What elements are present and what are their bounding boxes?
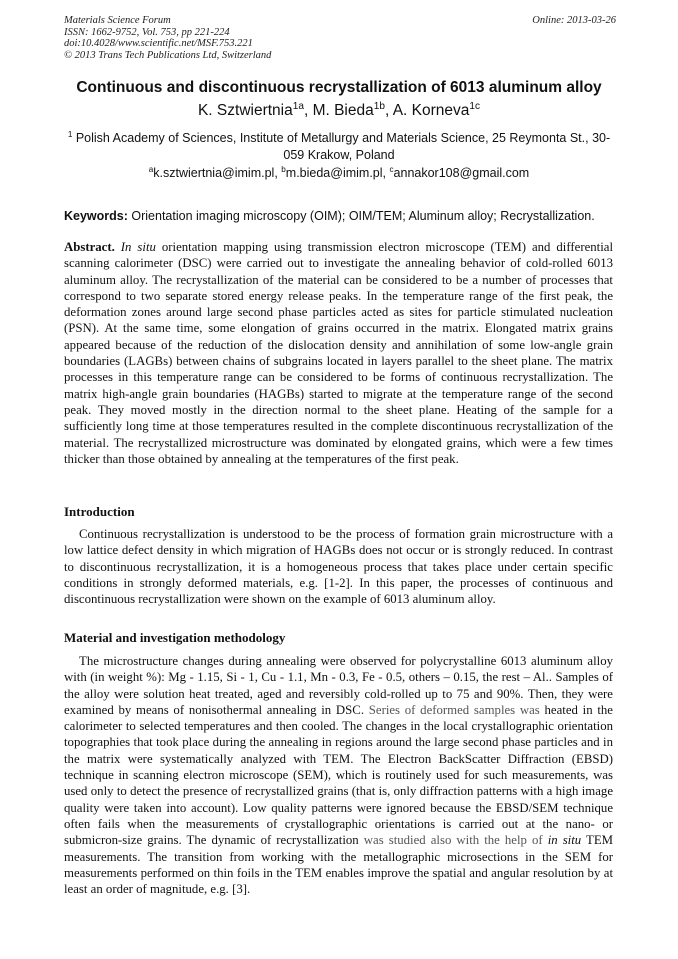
author-marker: 1a	[292, 100, 304, 112]
email-separator: ,	[382, 166, 390, 180]
methodology-highlight-2: was studied also with the help of	[363, 833, 543, 848]
journal-copyright: © 2013 Trans Tech Publications Ltd, Switzerland	[64, 49, 272, 61]
abstract	[64, 239, 613, 467]
author-name: K. Sztwiertnia	[197, 102, 293, 119]
methodology-italic: in situ	[547, 833, 582, 848]
journal-header	[64, 15, 616, 61]
author-separator: ,	[384, 102, 393, 119]
online-date: Online: 2013-03-26	[532, 15, 616, 26]
keywords	[64, 209, 624, 223]
author-name: M. Bieda	[312, 102, 374, 119]
author-marker: 1c	[469, 100, 481, 112]
email-marker: a	[148, 164, 154, 174]
affiliation-marker: 1	[67, 129, 73, 139]
author-separator: ,	[303, 102, 313, 119]
journal-doi: doi:10.4028/www.scientific.net/MSF.753.221	[64, 38, 253, 49]
journal-issn: ISSN: 1662-9752, Vol. 753, pp 221-224	[64, 26, 230, 38]
affiliation	[64, 130, 614, 164]
methodology-heading: Material and investigation methodology	[64, 630, 286, 645]
abstract-label: Abstract.	[64, 240, 115, 254]
journal-name: Materials Science Forum	[64, 15, 171, 26]
keywords-text: Orientation imaging microscopy (OIM); OIM/TEM; Aluminum alloy; Recrystallization.	[131, 209, 595, 223]
author-list	[40, 102, 638, 120]
abstract-lead-italic: In situ	[120, 240, 156, 254]
author-marker: 1b	[373, 100, 385, 112]
keywords-label: Keywords:	[64, 209, 128, 223]
methodology-text-part1: The microstructure changes during annealing were observed for polycrystalline 6013 aluminum alloy with (in weight %): Mg - 1.15, Si - 1, Cu - 1.1, Mn - 0.3, Fe - 0.5, others – 0.15, the rest – Al.. Samples of the alloy were solution heat treated, aged and reversibly cold-rolled up to 75 and 90%. Then, they were examined by means of nonisothermal annealing in DSC.	[64, 654, 613, 717]
methodology-highlight-1: Series of deformed samples was	[368, 702, 540, 717]
email-address: annakor108@gmail.com	[393, 166, 530, 180]
email-address: k.sztwiertnia@imim.pl	[153, 166, 275, 180]
email-address: m.bieda@imim.pl	[285, 166, 383, 180]
email-separator: ,	[274, 166, 282, 180]
methodology-text-part2: heated in the calorimeter to selected temperatures and then cooled. The changes in the local crystallographic orientation topographies that took place during the annealing in regions around the large second phase particles and in the matrix were systematically analyzed with TEM. The Electron BackScatter Diffraction (EBSD) technique in scanning electron microscope (SEM), which is routinely used for such measurements, was used only to detect the presence of recrystallized grains (that is, only diffraction patterns with a high image quality were taken into account). Low quality patterns were ignored because the EBSD/SEM technique often fails when the measurements of crystallographic orientations is carried out at the nano- or submicron-size grains. The dynamic of recrystallization	[64, 702, 613, 848]
paper-title: Continuous and discontinuous recrystallization of 6013 aluminum alloy	[76, 79, 602, 96]
email-marker: c	[389, 164, 394, 174]
methodology-paragraph	[64, 653, 613, 897]
abstract-text: orientation mapping using transmission electron microscope (TEM) and differential scanning calorimeter (DSC) were carried out to investigate the annealing behavior of cold-rolled 6013 aluminum alloy. The recrystallization of the material can be considered to be a number of processes that correspond to two separate stored energy release peaks. In the temperature range of the first peak, the deformation zones around large second phase particles acted as sites for particle stimulated nucleation (PSN). At the same time, some elongation of grains occurred in the matrix. Elongated matrix grains appeared because of the reduction of the dislocation density and annihilation of some low-angle grain boundaries (LAGBs) between chains of subgrains located in layers parallel to the sheet plane. The matrix processes in this temperature range can be considered to be forms of continuous recrystallization. The matrix high-angle grain boundaries (HAGBs) started to migrate at the temperature range of the second peak. They moved mostly in the direction normal to the sheet plane. Heating of the sample for a sufficiently long time at those temperatures resulted in the complete discontinuous recrystallization of the material. The recrystallized microstructure was dominated by elongated grains, which were a few times thicker than those obtained by annealing at the temperatures of the first peak.	[64, 240, 614, 466]
email-marker: b	[281, 164, 286, 174]
author-name: A. Korneva	[392, 102, 470, 119]
introduction-paragraph: Continuous recrystallization is understood to be the process of formation grain microstructure with a low lattice defect density in which migration of HAGBs does not occur or is strongly reduced. In contrast to discontinuous recrystallization, it is a homogeneous process that takes place under certain specific conditions in strongly deformed materials, e.g. [1-2]. In this paper, the processes of continuous and discontinuous recrystallization were shown on the example of 6013 aluminum alloy.	[64, 527, 613, 607]
methodology-text-part3: TEM measurements. The transition from working with the metallographic microsections in the SEM for measurements performed on thin foils in the TEM enables improve the spatial and angular resolution by at least an order of magnitude, e.g. [3].	[64, 833, 614, 897]
affiliation-text: Polish Academy of Sciences, Institute of Metallurgy and Materials Science, 25 Reymonta St., 30-059 Krakow, Poland	[75, 131, 611, 162]
introduction-heading: Introduction	[64, 504, 135, 519]
email-list	[40, 166, 638, 180]
